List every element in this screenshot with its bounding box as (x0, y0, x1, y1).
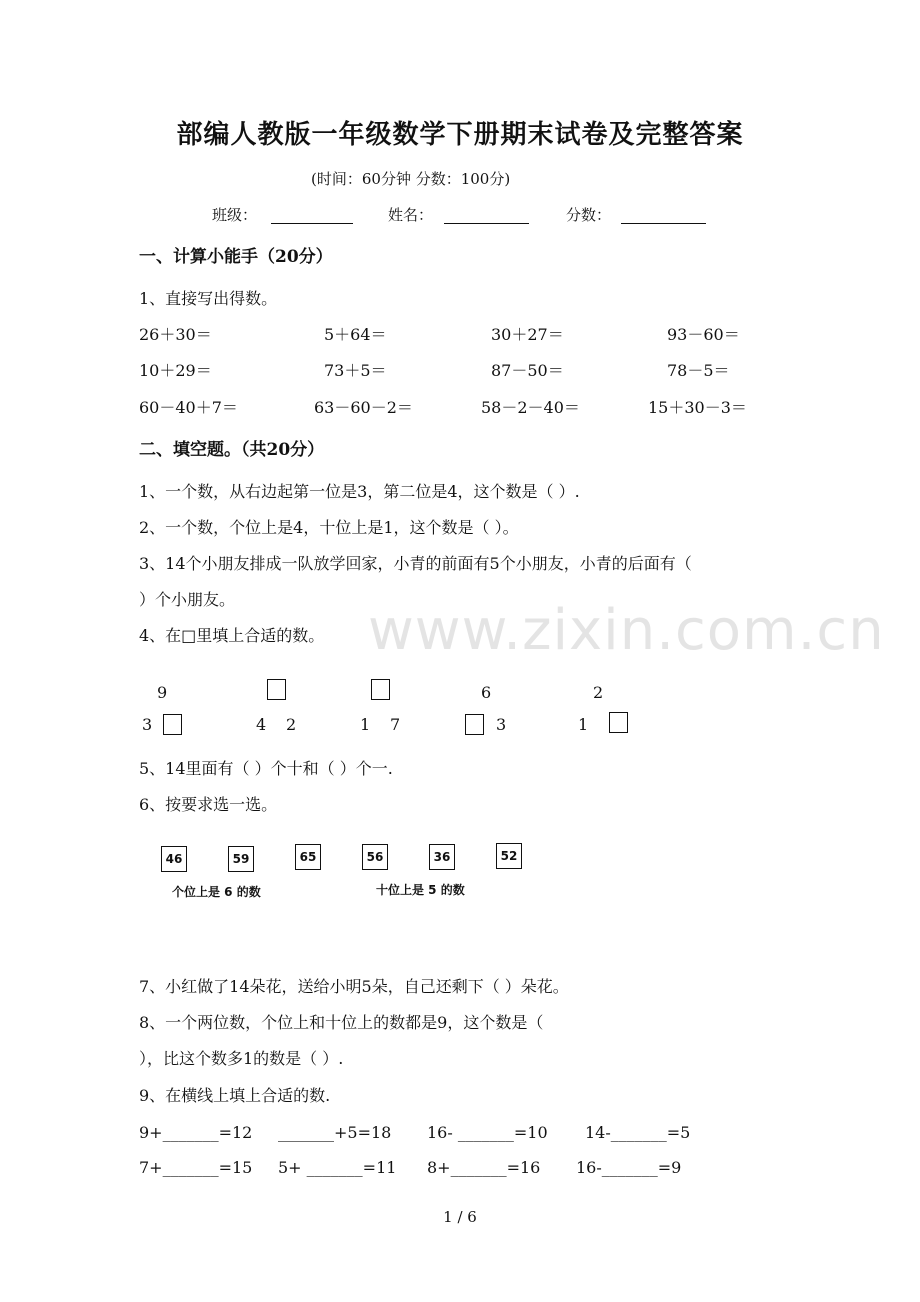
fill-blank-item: 16- _______=10 (427, 1123, 548, 1142)
calc-item: 63－60－2＝ (314, 398, 413, 417)
calc-item: 10＋29＝ (139, 361, 212, 380)
fill-blank-item: 5+ _______=11 (278, 1158, 397, 1177)
fill-blank-item: 14-_______=5 (585, 1123, 691, 1142)
calc-item: 30＋27＝ (491, 325, 564, 344)
score-label: 分数： (566, 206, 612, 224)
page-number: 1 / 6 (443, 1208, 477, 1226)
tree-left-number: 1 (578, 715, 589, 734)
number-card[interactable]: 36 (429, 844, 455, 870)
number-card[interactable]: 52 (496, 843, 522, 869)
fill-blank-item: _______+5=18 (278, 1123, 392, 1142)
number-card[interactable]: 59 (228, 846, 254, 872)
bag-label: 十位上是 5 的数 (376, 883, 465, 897)
name-blank[interactable] (444, 223, 529, 224)
class-label: 班级： (212, 206, 258, 224)
number-card[interactable]: 65 (295, 844, 321, 870)
calc-item: 5＋64＝ (324, 325, 387, 344)
bag-label: 个位上是 6 的数 (172, 885, 261, 899)
question-fill-3-cont: ）个小朋友。 (139, 590, 236, 609)
tree-right-number: 7 (390, 715, 401, 734)
calc-item: 93－60＝ (667, 325, 740, 344)
question-fill-5: 5、14里面有（ ）个十和（ ）个一. (139, 759, 393, 778)
calc-item: 78－5＝ (667, 361, 730, 380)
tree-left-number: 1 (360, 715, 371, 734)
watermark: www.zixin.com.cn (368, 598, 885, 663)
answer-box[interactable] (163, 714, 182, 735)
question-fill-6: 6、按要求选一选。 (139, 795, 278, 814)
question-fill-4: 4、在□里填上合适的数。 (139, 626, 325, 645)
tree-top-number: 6 (481, 683, 492, 702)
answer-box[interactable] (371, 679, 390, 700)
number-card[interactable]: 46 (161, 846, 187, 872)
name-label: 姓名： (388, 206, 434, 224)
calc-item: 87－50＝ (491, 361, 564, 380)
question-fill-1: 1、一个数，从右边起第一位是3，第二位是4，这个数是（ ）. (139, 482, 580, 501)
exam-time-score: (时间：60分钟 分数：100分) (311, 170, 511, 188)
fill-blank-item: 16-_______=9 (576, 1158, 682, 1177)
number-card[interactable]: 56 (362, 844, 388, 870)
question-fill-8-cont: ），比这个数多1的数是（ ）. (139, 1049, 344, 1068)
calc-item: 60－40＋7＝ (139, 398, 238, 417)
question-fill-2: 2、一个数，个位上是4，十位上是1，这个数是（ ）。 (139, 518, 519, 537)
calc-item: 58－2－40＝ (481, 398, 580, 417)
tree-right-number: 2 (286, 715, 297, 734)
fill-blank-item: 7+_______=15 (139, 1158, 253, 1177)
tree-left-number: 4 (256, 715, 267, 734)
section2-heading: 二、填空题。（共20分） (139, 440, 325, 460)
question-fill-3: 3、14个小朋友排成一队放学回家，小青的前面有5个小朋友，小青的后面有（ (139, 554, 692, 573)
tree-left-number: 3 (142, 715, 153, 734)
calc-item: 73＋5＝ (324, 361, 387, 380)
answer-box[interactable] (465, 714, 484, 735)
tree-right-number: 3 (496, 715, 507, 734)
calc-item: 15＋30－3＝ (648, 398, 747, 417)
question-1-prompt: 1、直接写出得数。 (139, 289, 278, 308)
answer-box[interactable] (609, 712, 628, 733)
answer-box[interactable] (267, 679, 286, 700)
tree-top-number: 9 (157, 683, 168, 702)
question-fill-9: 9、在横线上填上合适的数. (139, 1086, 331, 1105)
score-blank[interactable] (621, 223, 706, 224)
section1-heading: 一、计算小能手（20分） (139, 247, 333, 267)
question-fill-7: 7、小红做了14朵花，送给小明5朵，自己还剩下（ ）朵花。 (139, 977, 569, 996)
class-blank[interactable] (271, 223, 353, 224)
calc-item: 26＋30＝ (139, 325, 212, 344)
question-fill-8: 8、一个两位数，个位上和十位上的数都是9，这个数是（ (139, 1013, 544, 1032)
fill-blank-item: 9+_______=12 (139, 1123, 253, 1142)
page-title: 部编人教版一年级数学下册期末试卷及完整答案 (176, 120, 744, 150)
tree-top-number: 2 (593, 683, 604, 702)
fill-blank-item: 8+_______=16 (427, 1158, 541, 1177)
